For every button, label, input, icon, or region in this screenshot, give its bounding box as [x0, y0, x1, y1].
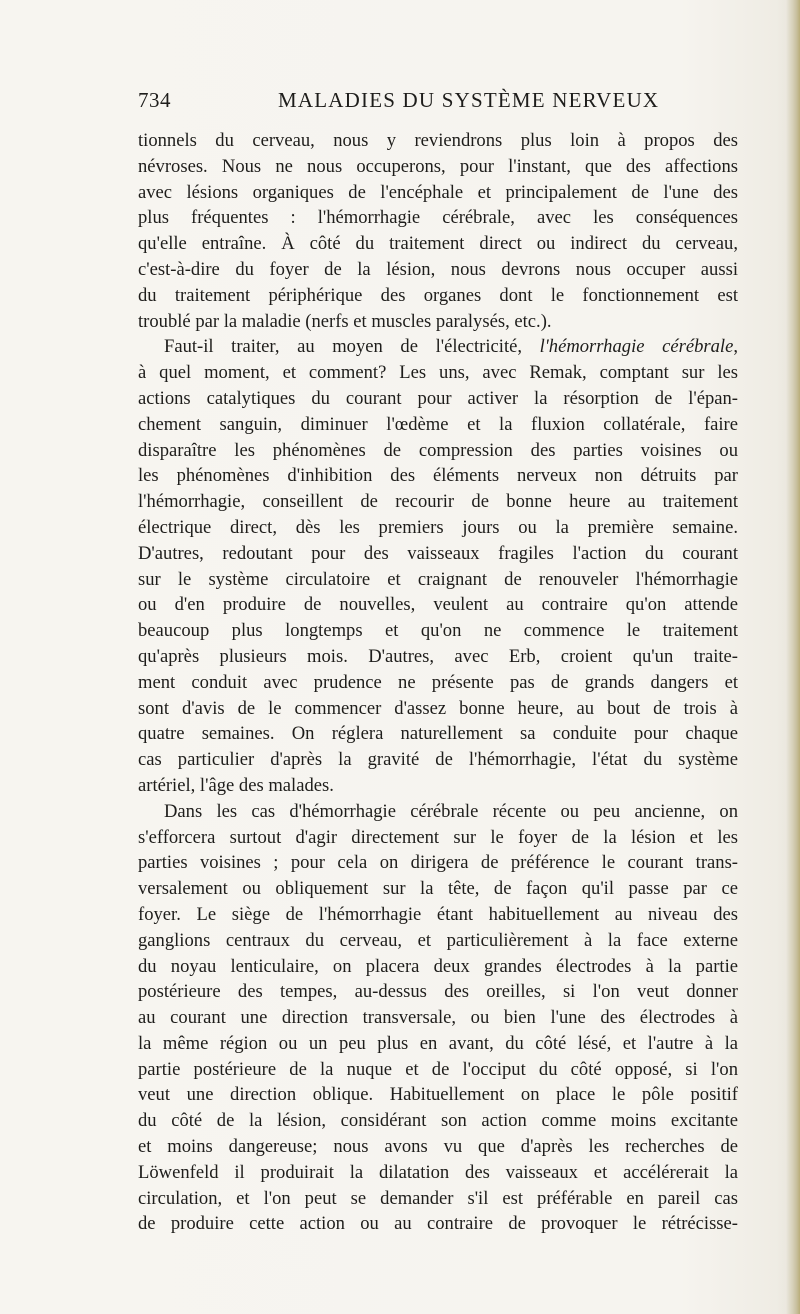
- text-line: circulation, et l'on peut se demander s'il est préférable en pareil cas: [138, 1187, 738, 1209]
- page-header: [138, 88, 738, 118]
- text-line: veut une direction oblique. Habituellement on place le pôle positif: [138, 1084, 738, 1106]
- text-line: D'autres, redoutant pour des vaisseaux fragiles l'action du courant: [138, 542, 738, 564]
- text-line: névroses. Nous ne nous occuperons, pour l'instant, que des affections: [138, 155, 738, 177]
- text-line: qu'elle entraîne. À côté du traitement direct ou indirect du cerveau,: [138, 233, 738, 255]
- text-line: sont d'avis de le commencer d'assez bonne heure, au bout de trois à: [138, 697, 738, 719]
- text-line: l'hémorrhagie, conseillent de recourir de bonne heure au traitement: [138, 491, 738, 513]
- text-line: c'est-à-dire du foyer de la lésion, nous devrons nous occuper aussi: [138, 258, 738, 280]
- text-line: et moins dangereuse; nous avons vu que d'après les recherches de: [138, 1136, 738, 1158]
- text-line: la même région ou un peu plus en avant, du côté lésé, et l'autre à la: [138, 1032, 738, 1054]
- text-line: Löwenfeld il produirait la dilatation des vaisseaux et accélérerait la: [138, 1161, 738, 1183]
- text-line: sur le système circulatoire et craignant de renouveler l'hémorrhagie: [138, 568, 738, 590]
- text-line: s'efforcera surtout d'agir directement sur le foyer de la lésion et les: [138, 826, 738, 848]
- text-line: cas particulier d'après la gravité de l'hémorrhagie, l'état du système: [138, 749, 738, 771]
- text-line: électrique direct, dès les premiers jours ou la première semaine.: [138, 516, 738, 538]
- text-line: plus fréquentes : l'hémorrhagie cérébrale, avec les conséquences: [138, 207, 738, 229]
- text-line: troublé par la maladie (nerfs et muscles paralysés, etc.).: [138, 310, 552, 332]
- text-line: beaucoup plus longtemps et qu'on ne commence le traitement: [138, 620, 738, 642]
- text-line: avec lésions organiques de l'encéphale et principalement de l'une des: [138, 181, 738, 203]
- text-line: foyer. Le siège de l'hémorrhagie étant habituellement au niveau des: [138, 903, 738, 925]
- text-line: parties voisines ; pour cela on dirigera de préférence le courant trans-: [138, 852, 738, 874]
- page-edge: [786, 0, 800, 1314]
- text-line: à quel moment, et comment? Les uns, avec Remak, comptant sur les: [138, 362, 738, 384]
- text-line: versalement ou obliquement sur la tête, de façon qu'il passe par ce: [138, 878, 738, 900]
- body-text: [138, 128, 738, 1237]
- text-line: de produire cette action ou au contraire de provoquer le rétrécisse-: [138, 1213, 738, 1235]
- text-line: du côté de la lésion, considérant son action comme moins excitante: [138, 1110, 738, 1132]
- page-number: 734: [138, 88, 171, 112]
- text-line: actions catalytiques du courant pour activer la résorption de l'épan-: [138, 387, 738, 409]
- text-line: du traitement périphérique des organes dont le fonctionnement est: [138, 284, 738, 306]
- text-run: ,: [733, 336, 738, 358]
- text-line: qu'après plusieurs mois. D'autres, avec Erb, croient qu'un traite-: [138, 645, 738, 667]
- text-line: partie postérieure de la nuque et de l'occiput du côté opposé, si l'on: [138, 1058, 738, 1080]
- text-line: postérieure des tempes, au-dessus des oreilles, si l'on veut donner: [138, 981, 738, 1003]
- text-line: ganglions centraux du cerveau, et particulièrement à la face externe: [138, 929, 738, 951]
- text-line: du noyau lenticulaire, on placera deux grandes électrodes à la partie: [138, 955, 738, 977]
- text-line: chement sanguin, diminuer l'œdème et la fluxion collatérale, faire: [138, 413, 738, 435]
- text-line: [138, 334, 738, 360]
- text-run: Faut-il traiter, au moyen de l'électricité,: [164, 336, 540, 358]
- text-line: artériel, l'âge des malades.: [138, 774, 334, 796]
- text-line: Dans les cas d'hémorrhagie cérébrale récente ou peu ancienne, on: [164, 800, 738, 822]
- text-line: quatre semaines. On réglera naturellement sa conduite pour chaque: [138, 723, 738, 745]
- italic-term: l'hémorrhagie cérébrale: [539, 336, 734, 358]
- text-line: ment conduit avec prudence ne présente pas de grands dangers et: [138, 671, 738, 693]
- text-line: disparaître les phénomènes de compression des parties voisines ou: [138, 439, 738, 461]
- text-line: ou d'en produire de nouvelles, veulent au contraire qu'on attende: [138, 594, 738, 616]
- running-title: MALADIES DU SYSTÈME NERVEUX: [278, 88, 660, 112]
- text-line: au courant une direction transversale, ou bien l'une des électrodes à: [138, 1007, 738, 1029]
- text-line: les phénomènes d'inhibition des éléments nerveux non détruits par: [138, 465, 738, 487]
- text-line: tionnels du cerveau, nous y reviendrons plus loin à propos des: [138, 130, 738, 151]
